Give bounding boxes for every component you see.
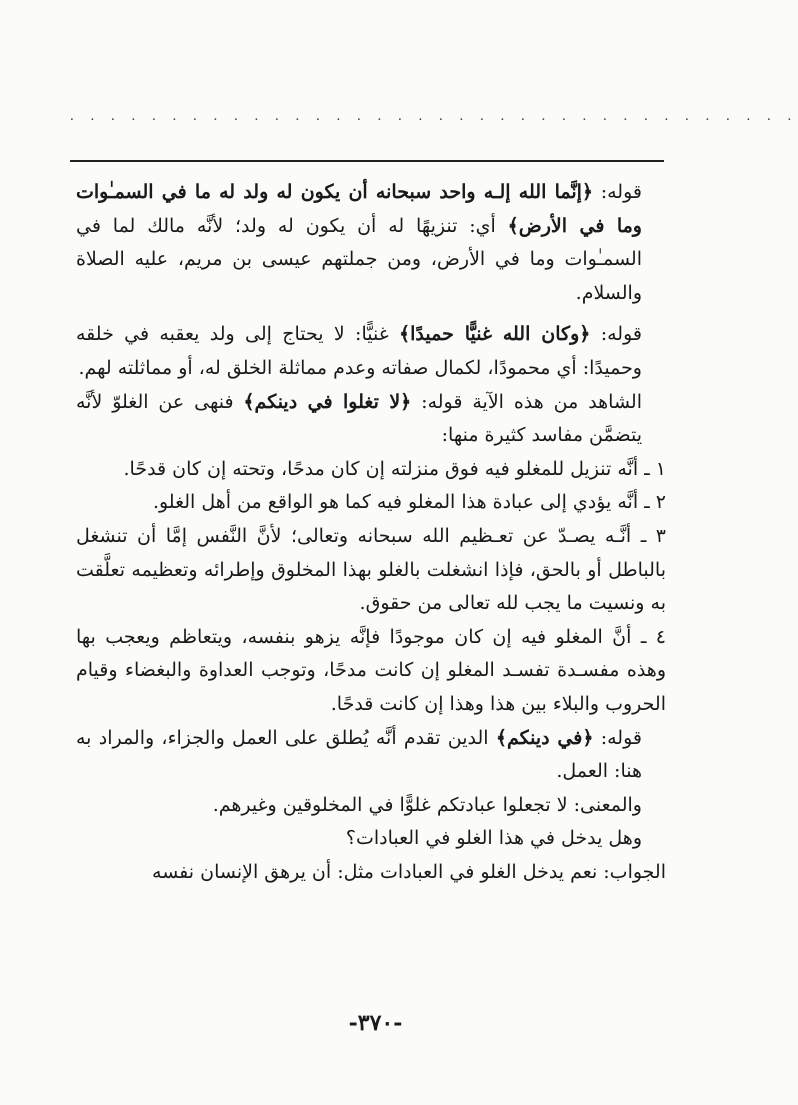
list-item-number: ٣ ـ [640,524,666,547]
list-item-text: أنَّ المغلو فيه إن كان موجودًا فإنَّه يزهو بنفسه، ويتعاظم ويعجب بها وهذه مفسـدة تفسـد المغلو إن كانت مدحًا، وتوجب العداوة والبغضاء وقيام الحروب والبلاء بين هذا وهذا إن كانت قدحًا. [76,625,666,715]
p1-quote: ﴿إنَّما الله إلـه واحد سبحانه أن يكون له ولد له ما في السمـٰوات وما في الأرض﴾ [76,181,642,237]
list-item-2 [76,486,666,520]
p4-quote: ﴿في دينكم﴾ [495,726,594,749]
paragraph-7: الجواب: نعم يدخل الغلو في العبادات مثل: أن يرهق الإنسان نفسه [152,860,666,883]
paragraph-3 [76,386,666,453]
list-item-text: أنَّـه يصـدّ عن تعـظيم الله سبحانه وتعالى؛ لأنَّ النَّفس إمَّا أن تنشغل بالباطل أو بالحق، فإذا انشغلت بالغلو بهذا المخلوق وإطرائه وتعظيمه تعلَّقت به ونسيت ما يجب لله تعالى من حقوق. [76,524,666,615]
list-item-number: ٤ ـ [640,625,666,648]
list-item-4 [76,621,666,722]
p2-lead: قوله: [590,323,642,346]
p1-rest: أي: تنزيهًا له أن يكون له ولد؛ لأنَّه مالك لما في السمـٰوات وما في الأرض، ومن جملتهم عيسى بن مريم، عليه الصلاة والسلام. [76,214,642,304]
list-item-1 [76,453,666,487]
list-item-number: ٢ ـ [644,491,666,514]
p3-lead: الشاهد من هذه الآية قوله: [411,390,642,413]
header-dots: . . . . . . . . . . . . . . . . . . . . . . . . . . . . . . . . . . . . [70,108,798,124]
list-item-text: أنَّه يؤدي إلى عبادة هذا المغلو فيه كما هو الواقع من أهل الغلو. [152,491,639,514]
paragraph-1 [76,176,666,310]
header-rule [70,160,664,162]
paragraph-5: والمعنى: لا تجعلوا عبادتكم غلوًّا في المخلوقين وغيرهم. [212,793,642,816]
p3-rest: فنهى عن الغلوّ لأنَّه يتضمَّن مفاسد كثيرة منها: [76,390,642,447]
p2-rest: غنيًّا: لا يحتاج إلى ولد يعقبه في خلقه وحميدًا: أي محمودًا، لكمال صفاته وعدم مماثلة الخلق له، أو مماثلته لهم. [76,323,642,379]
p4-rest: الدين تقدم أنَّه يُطلق على العمل والجزاء، والمراد به هنا: العمل. [76,726,642,783]
list-item-3 [76,520,666,621]
p3-quote: ﴿لا تغلوا في دينكم﴾ [243,390,412,413]
p4-lead: قوله: [593,726,642,749]
paragraph-4 [76,722,666,789]
page-body [76,176,666,889]
p2-quote: ﴿وكان الله غنيًّا حميدًا﴾ [398,323,591,346]
list-item-number: ١ ـ [644,457,666,480]
page-number: -٣٧٠- [348,1010,403,1036]
paragraph-2 [76,318,666,385]
paragraph-6: وهل يدخل في هذا الغلو في العبادات؟ [345,827,642,850]
p1-lead: قوله: [593,181,642,203]
list-item-text: أنَّه تنزيل للمغلو فيه فوق منزلته إن كان مدحًا، وتحته إن كان قدحًا. [123,457,639,480]
